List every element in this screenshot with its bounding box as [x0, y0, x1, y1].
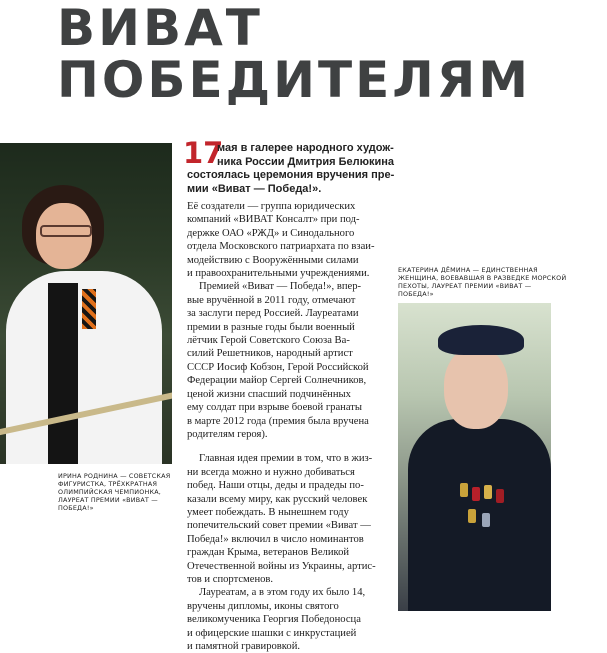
lead-line: мая в галерее народного худож- [217, 142, 394, 154]
body-line: вручены дипломы, иконы святого [187, 600, 339, 612]
body-line: и правоохранительными учреждениями. [187, 268, 370, 280]
medal-icon [472, 487, 480, 501]
caption-line: ПЕХОТЫ, ЛАУРЕАТ ПРЕМИИ «ВИВАТ — [398, 282, 532, 290]
caption-line: ИРИНА РОДНИНА — СОВЕТСКАЯ [58, 472, 171, 480]
body-line: вые вручённой в 2011 году, отмечают [187, 294, 356, 306]
body-line: попечительский совет премии «Виват — [187, 520, 371, 532]
lead-line: мии «Виват — Победа!». [187, 182, 322, 195]
body-line: держке ОАО «РЖД» и Синодального [187, 227, 355, 239]
caption-line: ФИГУРИСТКА, ТРЁХКРАТНАЯ [58, 480, 158, 488]
caption-left-photo [58, 472, 173, 512]
body-line: Лауреатам, а в этом году их было 14, [199, 587, 366, 599]
body-line: и офицерские шашки с инкрустацией [187, 627, 357, 639]
medal-icon [484, 485, 492, 499]
photo-ekaterina-demina [398, 303, 551, 611]
article-body [187, 200, 387, 653]
body-line: Федерации майор Сергей Солнечников, [187, 375, 367, 387]
title-line-2: ПОБЕДИТЕЛЯМ [57, 51, 532, 109]
paragraph-2 [187, 280, 387, 441]
photo-figure-shirt [48, 283, 78, 464]
paragraph-4 [187, 586, 387, 653]
body-line: великомученика Георгия Победоносца [187, 614, 361, 626]
body-line: побед. Наши отцы, деды и прадеды по- [187, 480, 364, 492]
photo-figure-uniform [408, 419, 551, 611]
body-line: Её создатели — группа юридических [187, 201, 356, 212]
body-line: лётчик Герой Советского Союза Ва- [187, 335, 350, 347]
caption-line: ОЛИМПИЙСКАЯ ЧЕМПИОНКА, [58, 488, 162, 496]
body-line: Отечественной войны из Украины, артис- [187, 560, 376, 572]
caption-right-photo [398, 266, 567, 298]
body-line: и памятной гравировкой. [187, 641, 301, 652]
body-line: силий Решетников, народный артист [187, 348, 353, 360]
body-line: родителям героя). [187, 428, 268, 440]
body-line: умеет побеждать. В нынешнем году [187, 506, 349, 518]
title-line-1: ВИВАТ [57, 0, 263, 57]
photo-figure-beret [438, 325, 524, 355]
body-line: компаний «ВИВАТ Консалт» при под- [187, 214, 360, 226]
medal-icon [468, 509, 476, 523]
body-line: премии в разные годы были военный [187, 321, 355, 333]
medal-icon [496, 489, 504, 503]
lead-line: ника России Дмитрия Белюкина [217, 155, 395, 168]
body-line: модействию с Вооружёнными силами [187, 254, 359, 266]
dropcap-number: 17 [183, 136, 224, 170]
caption-line: ЕКАТЕРИНА ДЁМИНА — ЕДИНСТВЕННАЯ [398, 266, 538, 274]
caption-line: ПОБЕДА!» [58, 504, 94, 512]
body-line: ценой жизни спасший подчинённых [187, 388, 351, 400]
article-title [57, 0, 532, 109]
paragraph-3 [187, 452, 387, 586]
lead-paragraph [187, 142, 395, 196]
st-george-ribbon-icon [82, 289, 96, 329]
body-line: СССР Иосиф Кобзон, Герой Российской [187, 361, 369, 373]
body-line: за заслуги перед Россией. Лауреатами [187, 308, 359, 320]
body-line: тов и спортсменов. [187, 573, 274, 585]
body-line: казали всему миру, как русский человек [187, 493, 368, 505]
body-line: Победа!» включил в число номинантов [187, 533, 364, 545]
body-line: ни всегда можно и нужно добиваться [187, 466, 355, 478]
caption-line: ПОБЕДА!» [398, 290, 434, 298]
body-line: ему солдат при взрыве боевой гранаты [187, 402, 363, 414]
paragraph-1 [187, 200, 387, 280]
medal-icon [460, 483, 468, 497]
photo-irina-rodnina [0, 143, 172, 464]
caption-line: ЛАУРЕАТ ПРЕМИИ «ВИВАТ — [58, 496, 158, 504]
lead-line: состоялась церемония вручения пре- [187, 169, 395, 182]
body-line: Премией «Виват — Победа!», впер- [199, 281, 362, 293]
body-line: граждан Крыма, ветеранов Великой [187, 547, 350, 559]
body-line: в марте 2012 года (премия была вручена [187, 415, 369, 427]
body-line: Главная идея премии в том, что в жиз- [199, 453, 373, 465]
medal-icon [482, 513, 490, 527]
caption-line: ЖЕНЩИНА, ВОЕВАВШАЯ В РАЗВЕДКЕ МОРСКОЙ [398, 274, 567, 282]
body-line: отдела Московского патриархата по взаи- [187, 241, 375, 253]
photo-figure-glasses [40, 225, 92, 237]
photo-figure-face [444, 347, 508, 429]
